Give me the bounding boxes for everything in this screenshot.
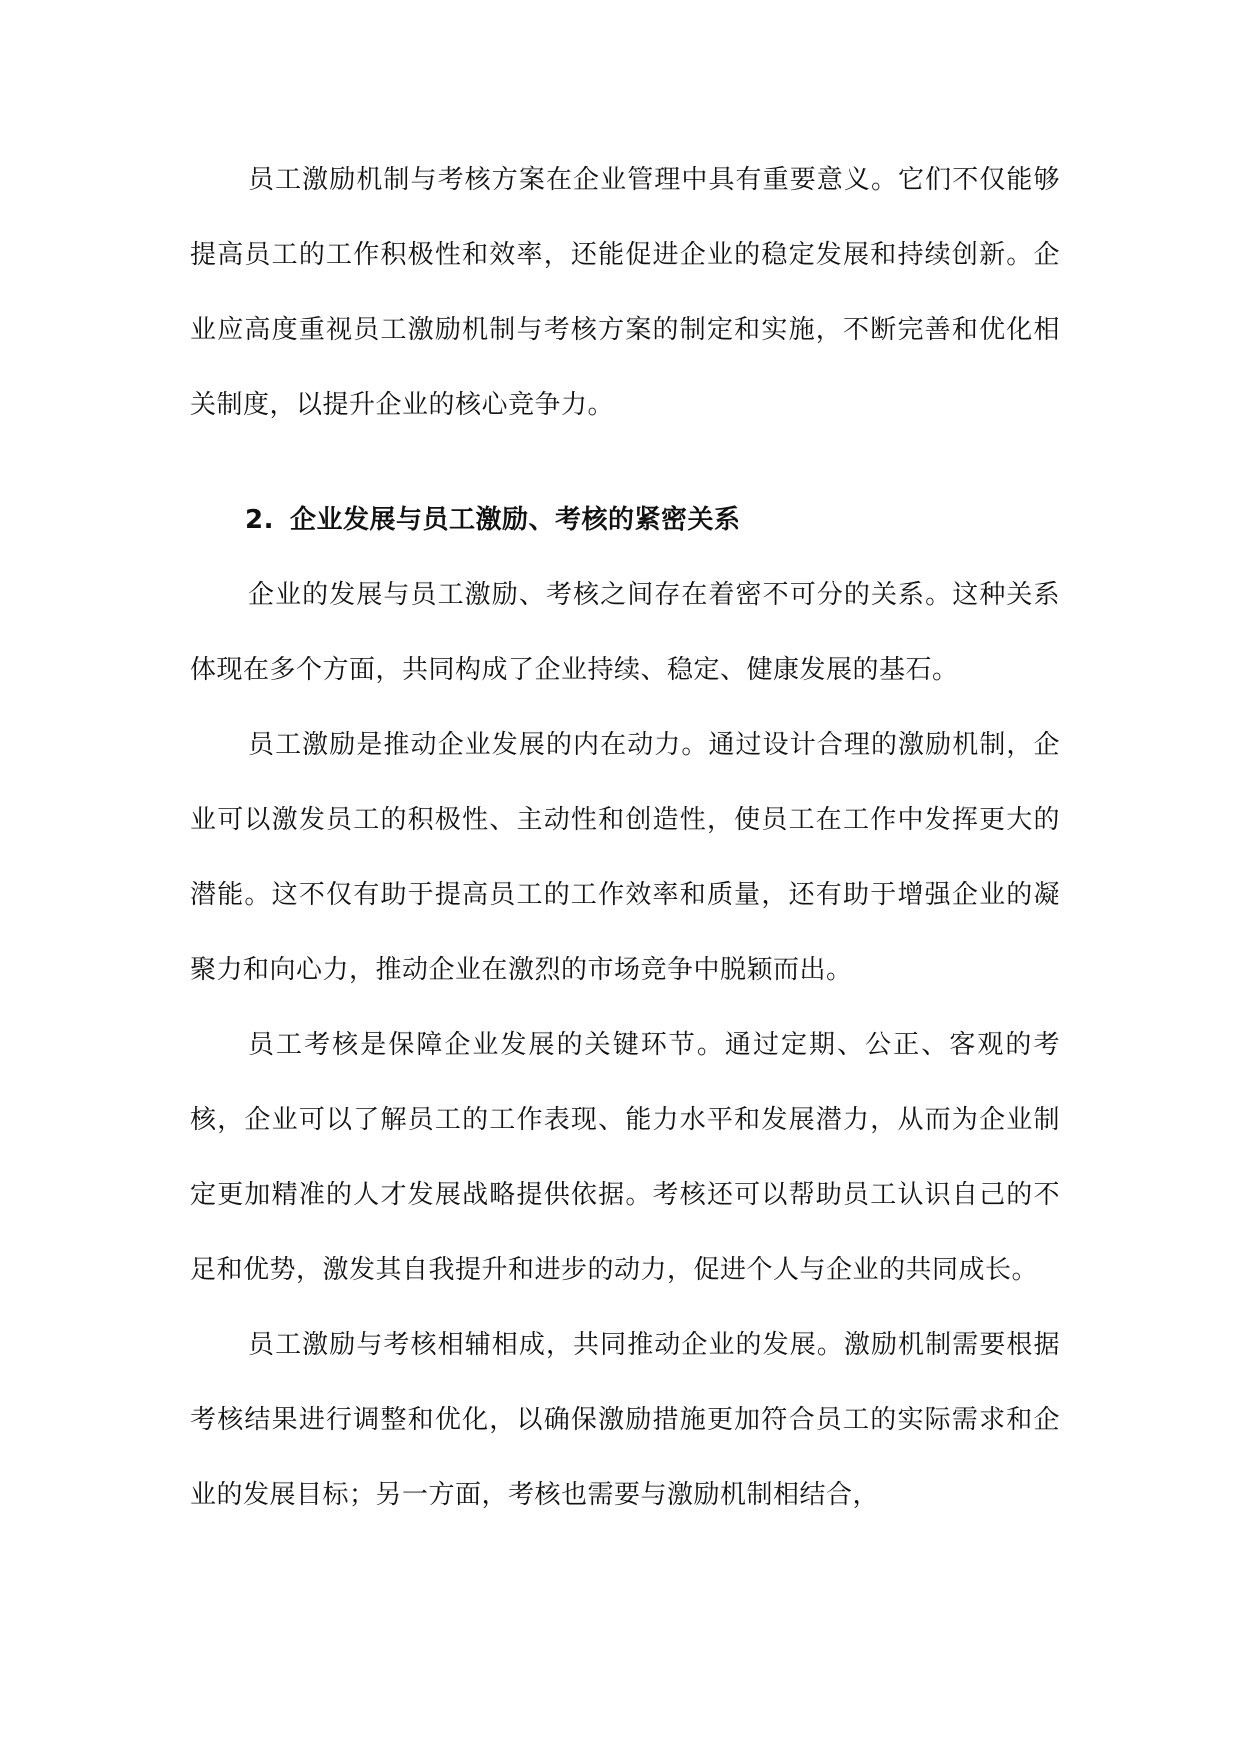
paragraph-intro: 员工激励机制与考核方案在企业管理中具有重要意义。它们不仅能够提高员工的工作积极性和效率，还能促进企业的稳定发展和持续创新。企业应高度重视员工激励机制与考核方案的制定和实施，不断完善和优化相关制度，以提升企业的核心竞争力。 [190, 165, 1060, 420]
section-number: 2. [245, 505, 274, 535]
paragraph-relationship: 企业的发展与员工激励、考核之间存在着密不可分的关系。这种关系体现在多个方面，共同构成了企业持续、稳定、健康发展的基石。 [190, 580, 1060, 685]
section-heading [190, 483, 1060, 558]
paragraph-assessment: 员工考核是保障企业发展的关键环节。通过定期、公正、客观的考核，企业可以了解员工的工作表现、能力水平和发展潜力，从而为企业制定更加精准的人才发展战略提供依据。考核还可以帮助员工认识自己的不足和优势，激发其自我提升和进步的动力，促进个人与企业的共同成长。 [190, 1030, 1060, 1285]
paragraph-incentive: 员工激励是推动企业发展的内在动力。通过设计合理的激励机制，企业可以激发员工的积极性、主动性和创造性，使员工在工作中发挥更大的潜能。这不仅有助于提高员工的工作效率和质量，还有助于增强企业的凝聚力和向心力，推动企业在激烈的市场竞争中脱颖而出。 [190, 730, 1060, 985]
section-title: 企业发展与员工激励、考核的紧密关系 [289, 505, 741, 535]
paragraph-complementary: 员工激励与考核相辅相成，共同推动企业的发展。激励机制需要根据考核结果进行调整和优化，以确保激励措施更加符合员工的实际需求和企业的发展目标；另一方面，考核也需要与激励机制相结合， [190, 1330, 1060, 1510]
document-body [190, 143, 1060, 1533]
